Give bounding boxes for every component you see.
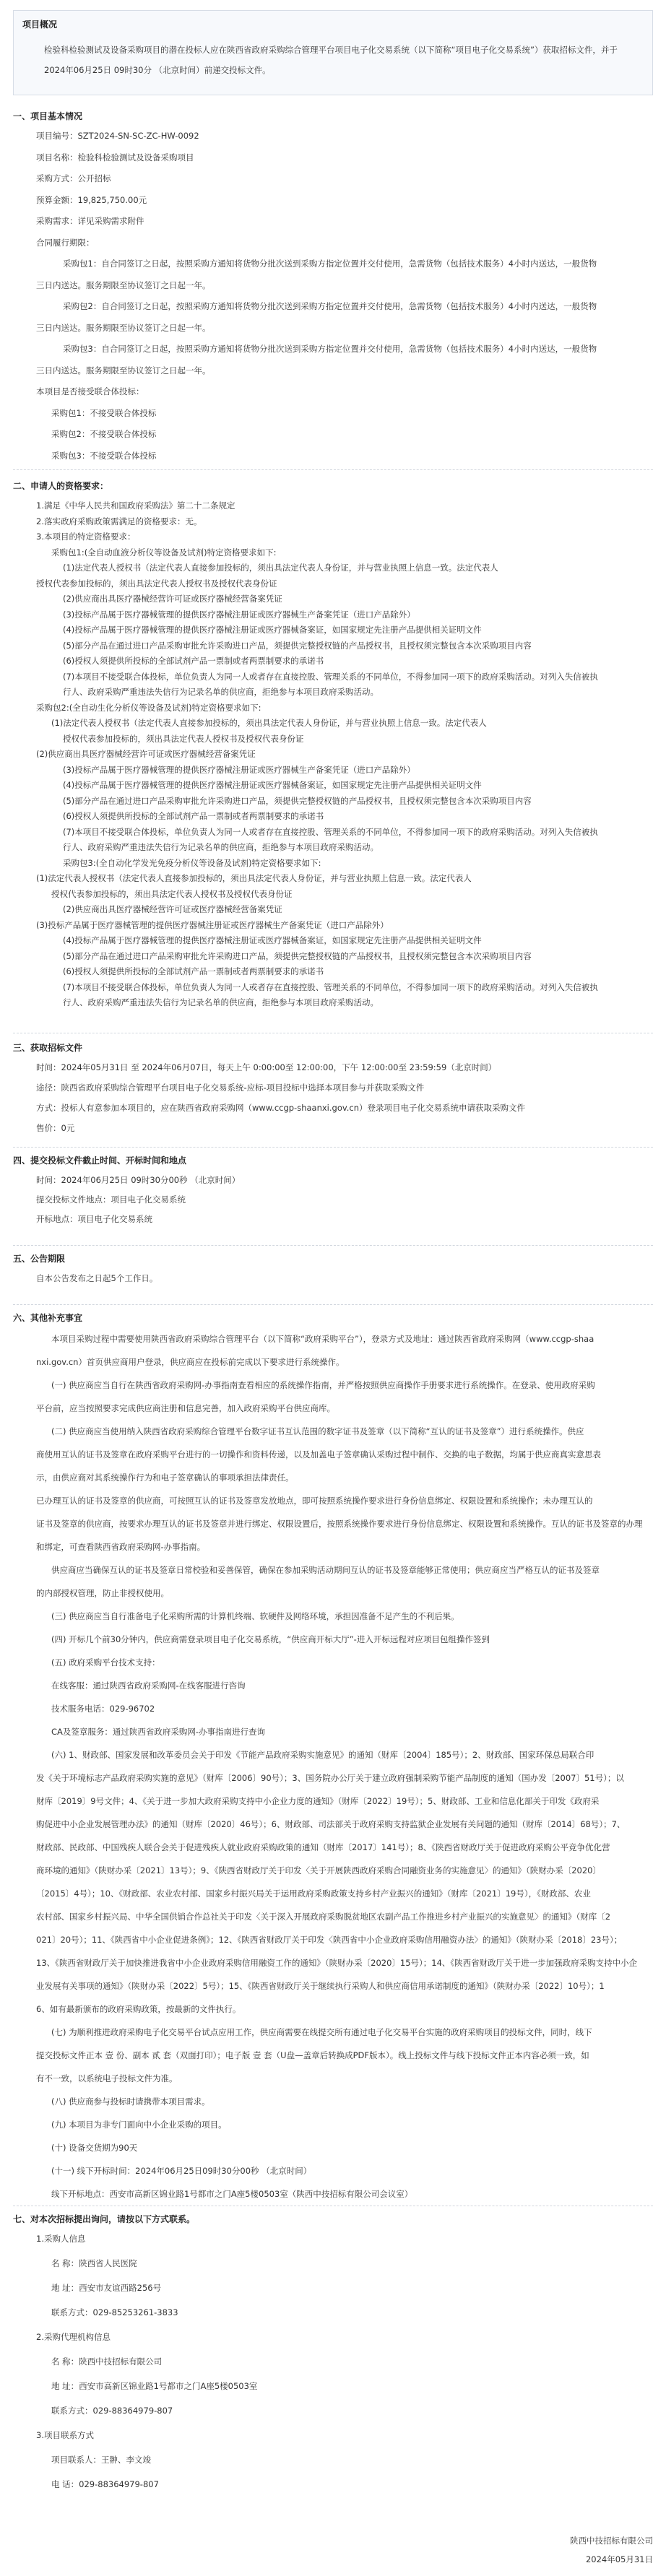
s2-line: 2.落实政府采购政策需满足的资格要求：无。 xyxy=(36,516,202,526)
overview-title: 项目概况 xyxy=(22,19,58,30)
divider xyxy=(13,1147,653,1148)
s2-line: 采购包1:(全自动血液分析仪等设备及试剂)特定资格要求如下: xyxy=(51,547,277,558)
s2-line: 采购包3:(全自动化学发光免疫分析仪等设备及试剂)特定资格要求如下: xyxy=(63,857,321,868)
section-7-heading: 七、对本次招标提出询问，请按以下方式联系。 xyxy=(13,2214,196,2224)
s2-line: (1)法定代表人授权书（法定代表人直接参加投标的，须出具法定代表人身份证，并与营业执照上信息一致。法定代表人 xyxy=(63,563,498,573)
s7-line: 名 称：陕西中技招标有限公司 xyxy=(51,2356,163,2367)
s1-line: 采购包2：不接受联合体投标 xyxy=(51,429,157,439)
section-1-heading: 一、项目基本情况 xyxy=(13,111,83,121)
s2-line: (2)供应商出具医疗器械经营许可证或医疗器械经营备案凭证 xyxy=(63,594,282,604)
s6-line: (十) 设备交货期为90天 xyxy=(51,2143,138,2153)
s6-line: 的内部授权管理，防止非授权使用。 xyxy=(36,1588,169,1598)
s2-line: (7)本项目不接受联合体投标，单位负责人为同一人或者存在直接控股、管理关系的不同单位，不得参加同一项下的政府采购活动。对列入失信被执 xyxy=(63,981,598,992)
s6-line: 业发展有关事项的通知》（陕财办采〔2022〕5号）；15、《陕西省财政厅关于继续执行采购人和供应商信用承诺制度的通知》（陕财办采〔2022〕10号）；1 xyxy=(36,1981,605,1991)
s2-line: (3)投标产品属于医疗器械管理的提供医疗器械注册证或医疗器械生产备案凭证（进口产品除外） xyxy=(63,609,415,620)
s6-line: 线下开标地点：西安市高新区锦业路1号都市之门A座5楼0503室（陕西中技招标有限公司会议室） xyxy=(51,2189,413,2199)
s6-line: (四) 开标几个前30分钟内，供应商需登录项目电子化交易系统，“供应商开标大厅”-进入开标远程对应项目包组操作签到 xyxy=(51,1634,490,1644)
divider xyxy=(13,1304,653,1305)
s2-line: (6)授权人须提供所投标的全部试剂产品一票制或者两票制要求的承诺书 xyxy=(63,811,324,821)
s6-line: 供应商应当确保互认的证书及签章日常校验和妥善保管，确保在参加采购活动期间互认的证书及签章能够正常使用；供应商应当严格互认的证书及签章 xyxy=(51,1565,600,1575)
s6-line: 示，由供应商对其系统操作行为和电子签章确认的事项承担法律责任。 xyxy=(36,1473,294,1483)
s7-line: 联系方式：029-88364979-807 xyxy=(51,2406,173,2416)
s6-line: 商环境的通知》（陕财办采〔2021〕13号）；9、《陕西省财政厅关于印发〈关于开展陕西政府采购合同融资业务的实施意见〉的通知》（陕财办采〔2020〕 xyxy=(36,1865,601,1875)
s6-line: 财政部、民政部、中国残疾人联合会关于促进残疾人就业政府采购政策的通知（财库〔2017〕141号）；8、《陕西省财政厅关于促进政府采购公平竞争优化营 xyxy=(36,1842,610,1852)
s6-line: 技术服务电话：029-96702 xyxy=(51,1704,155,1714)
s2-line: 行人、政府采购严重违法失信行为记录名单的供应商，拒绝参与本项目政府采购活动。 xyxy=(63,842,379,852)
section-4-heading: 四、提交投标文件截止时间、开标时间和地点 xyxy=(13,1155,187,1166)
s2-line: (1)法定代表人授权书（法定代表人直接参加投标的，须出具法定代表人身份证，并与营业执照上信息一致。法定代表人 xyxy=(36,873,472,883)
s6-line: 本项目采购过程中需要使用陕西省政府采购综合管理平台（以下简称“政府采购平台”），登录方式及地址：通过陕西省政府采购网（www.ccgp-shaa xyxy=(51,1334,594,1344)
s1-line: 采购包3：不接受联合体投标 xyxy=(51,450,157,461)
s3-line: 方式：投标人有意参加本项目的，应在陕西省政府采购网（www.ccgp-shaanxi.gov.cn）登录项目电子化交易系统申请获取采购文件 xyxy=(36,1103,526,1113)
s7-line: 地 址：西安市友谊西路256号 xyxy=(51,2283,162,2293)
s2-line: 行人、政府采购严重违法失信行为记录名单的供应商，拒绝参与本项目政府采购活动。 xyxy=(63,997,379,1007)
s2-line: (5)部分产品在通过进口产品采购审批允许采购进口产品，须提供完整授权链的产品授权书，且授权须完整包含本次采购项目内容 xyxy=(63,795,532,806)
overview-text: 检验科检验测试及设备采购项目的潜在投标人应在陕西省政府采购综合管理平台项目电子化交易系统（以下简称“项目电子化交易系统”）获取招标文件，并于 2024年06月25日 09时30分 （北京时间）前递交投标文件。 xyxy=(44,45,618,75)
s2-line: (1)法定代表人授权书（法定代表人直接参加投标的，须出具法定代表人身份证，并与营业执照上信息一致。法定代表人 xyxy=(51,718,487,728)
s6-line: 〔2015〕4号）；10、《财政部、农业农村部、国家乡村振兴局关于运用政府采购政策支持乡村产业振兴的通知》（财库〔2021〕19号），《财政部、农业 xyxy=(36,1888,591,1899)
s2-line: 授权代表参加投标的，须出具法定代表人授权书及授权代表身份证 xyxy=(51,888,293,899)
s7-line: 3.项目联系方式 xyxy=(36,2430,94,2440)
s6-line: 021〕20号）；11、《陕西省中小企业促进条例》；12、《陕西省财政厅关于印发〈陕西省中小企业政府采购信用融资办法〉的通知》（陕财办采〔2018〕23号）； xyxy=(36,1935,623,1945)
s7-line: 电 话：029-88364979-807 xyxy=(51,2479,159,2489)
section-3-heading: 三、获取招标文件 xyxy=(13,1043,83,1053)
divider xyxy=(13,469,653,470)
s6-line: 和绑定，可查看陕西省政府采购网-办事指南。 xyxy=(36,1542,206,1552)
s1-line: 采购包1：自合同签订之日起，按照采购方通知将货物分批次送到采购方指定位置并交付使用，急需货物（包括技术服务）4小时内送达，一般货物 xyxy=(63,259,597,269)
s6-line: (十一) 线下开标时间：2024年06月25日09时30分00秒 （北京时间） xyxy=(51,2166,312,2176)
s6-line: 13、《陕西省财政厅关于加快推进我省中小企业政府采购信用融资工作的通知》（陕财办采〔2020〕15号）；14、《陕西省财政厅关于进一步加强政府采购支持中小企 xyxy=(36,1958,638,1968)
section-5-heading: 五、公告期限 xyxy=(13,1254,66,1264)
s6-line: (三) 供应商应当自行准备电子化采购所需的计算机终端、软硬件及网络环境，承担因准备不足产生的不利后果。 xyxy=(51,1611,459,1621)
s1-line: 三日内送达。服务期限至协议签订之日起一年。 xyxy=(36,279,211,290)
s6-line: 财库〔2019〕9号文件；4、《关于进一步加大政府采购支持中小企业力度的通知》（财库〔2022〕19号）；5、财政部、工业和信息化部关于印发《政府采 xyxy=(36,1796,600,1806)
s3-line: 途径：陕西省政府采购综合管理平台项目电子化交易系统-应标-项目投标中选择本项目参与并获取采购文件 xyxy=(36,1083,425,1093)
s6-line: 证书及签章的供应商，按要求办理互认的证书及签章并进行绑定、权限设置后，按照系统操作要求进行身份信息绑定、权限设置和系统操作。互认的证书及签章的办理 xyxy=(36,1519,643,1529)
s3-line: 时间：2024年05月31日 至 2024年06月07日，每天上午 0:00:00至 12:00:00，下午 12:00:00至 23:59:59（北京时间） xyxy=(36,1062,497,1072)
s3-line: 售价：0元 xyxy=(36,1123,75,1133)
s6-line: (八) 供应商参与投标时请携带本项目需求。 xyxy=(51,2096,210,2107)
s6-line: 平台前，应当按照要求完成供应商注册和信息完善，加入政府采购平台供应商库。 xyxy=(36,1403,335,1413)
s2-line: (7)本项目不接受联合体投标，单位负责人为同一人或者存在直接控股、管理关系的不同单位，不得参加同一项下的政府采购活动。对列入失信被执 xyxy=(63,826,598,837)
s7-line: 1.采购人信息 xyxy=(36,2234,86,2244)
s2-line: (2)供应商出具医疗器械经营许可证或医疗器械经营备案凭证 xyxy=(36,749,256,759)
s2-line: (3)投标产品属于医疗器械管理的提供医疗器械注册证或医疗器械生产备案凭证（进口产品除外） xyxy=(63,764,415,775)
signature-date: 2024年05月31日 xyxy=(585,2554,653,2564)
s4-line: 时间：2024年06月25日 09时30分00秒 （北京时间） xyxy=(36,1175,241,1185)
s2-line: (5)部分产品在通过进口产品采购审批允许采购进口产品，须提供完整授权链的产品授权书，且授权须完整包含本次采购项目内容 xyxy=(63,640,532,651)
s2-line: (2)供应商出具医疗器械经营许可证或医疗器械经营备案凭证 xyxy=(63,904,282,914)
s1-line: 预算金额：19,825,750.00元 xyxy=(36,194,147,205)
s6-line: 在线客服：通过陕西省政府采购网-在线客服进行咨询 xyxy=(51,1681,246,1691)
s5-line: 自本公告发布之日起5个工作日。 xyxy=(36,1273,158,1283)
s4-line: 开标地点：项目电子化交易系统 xyxy=(36,1214,152,1224)
s6-line: 发《关于环境标志产品政府采购实施的意见》（财库〔2006〕90号）；3、国务院办公厅关于建立政府强制采购节能产品制度的通知（国办发〔2007〕51号）；以 xyxy=(36,1773,624,1783)
s2-line: 授权代表参加投标的，须出具法定代表人授权书及授权代表身份证 xyxy=(36,578,277,589)
s6-line: nxi.gov.cn）首页供应商用户登录，供应商应在投标前完成以下要求进行系统操作。 xyxy=(36,1357,345,1367)
divider xyxy=(13,1245,653,1246)
s6-line: 有不一致，以系统电子投标文件为准。 xyxy=(36,2073,178,2083)
s6-line: 商使用互认的证书及签章在政府采购平台进行的一切操作和资料传递，以及加盖电子签章确认采购过程中制作、交换的电子数据，均属于供应商真实意思表 xyxy=(36,1449,601,1460)
s2-line: (6)授权人须提供所投标的全部试剂产品一票制或者两票制要求的承诺书 xyxy=(63,656,324,666)
s1-line: 采购需求：详见采购需求附件 xyxy=(36,216,144,226)
s6-line: (九) 本项目为非专门面向中小企业采购的项目。 xyxy=(51,2120,227,2130)
overview-box xyxy=(13,10,653,95)
s1-line: 采购方式：公开招标 xyxy=(36,173,111,183)
s1-line: 项目名称：检验科检验测试及设备采购项目 xyxy=(36,152,194,162)
s6-line: CA及签章服务：通过陕西省政府采购网-办事指南进行查询 xyxy=(51,1727,266,1737)
s2-line: (4)投标产品属于医疗器械管理的提供医疗器械注册证或医疗器械备案证，如国家规定先注册产品提供相关证明文件 xyxy=(63,625,482,635)
s7-line: 地 址：西安市高新区锦业路1号都市之门A座5楼0503室 xyxy=(51,2381,258,2391)
s6-line: 已办理互认的证书及签章的供应商，可按照互认的证书及签章发放地点，即可按照系统操作要求进行身份信息绑定、权限设置和系统操作；未办理互认的 xyxy=(36,1496,593,1506)
s2-line: 3.本项目的特定资格要求： xyxy=(36,532,136,542)
s1-line: 采购包1：不接受联合体投标 xyxy=(51,407,157,418)
s1-line: 采购包3：自合同签订之日起，按照采购方通知将货物分批次送到采购方指定位置并交付使用，急需货物（包括技术服务）4小时内送达，一般货物 xyxy=(63,344,597,354)
s6-line: 6、如有最新颁布的政府采购政策，按最新的文件执行。 xyxy=(36,2004,241,2014)
s6-line: (二) 供应商应当使用纳入陕西省政府采购综合管理平台数字证书互认范围的数字证书及签章（以下简称“互认的证书及签章”）进行系统操作。供应 xyxy=(51,1426,584,1436)
s7-line: 联系方式：029-85253261-3833 xyxy=(51,2307,178,2317)
s6-line: 提交投标文件正本 壹 份、副本 贰 套（双面打印）；电子版 壹 套（U盘—盖章后转换成PDF版本）。线上投标文件与线下投标文件正本内容必须一致，如 xyxy=(36,2050,589,2060)
s2-line: 行人、政府采购严重违法失信行为记录名单的供应商，拒绝参与本项目政府采购活动。 xyxy=(63,687,379,697)
s6-line: 购促进中小企业发展管理办法》的通知（财库〔2020〕46号）；6、财政部、司法部关于政府采购支持监狱企业发展有关问题的通知（财库〔2014〕68号）；7、 xyxy=(36,1819,626,1829)
s7-line: 2.采购代理机构信息 xyxy=(36,2332,111,2342)
s1-line: 采购包2：自合同签订之日起，按照采购方通知将货物分批次送到采购方指定位置并交付使用，急需货物（包括技术服务）4小时内送达，一般货物 xyxy=(63,301,597,311)
s6-line: (六) 1、财政部、国家发展和改革委员会关于印发《节能产品政府采购实施意见》的通知（财库〔2004〕185号）；2、财政部、国家环保总局联合印 xyxy=(51,1750,594,1760)
s2-line: (4)投标产品属于医疗器械管理的提供医疗器械注册证或医疗器械备案证，如国家规定先注册产品提供相关证明文件 xyxy=(63,780,482,790)
s7-line: 名 称：陕西省人民医院 xyxy=(51,2258,137,2268)
s6-line: (一) 供应商应当自行在陕西省政府采购网-办事指南查看相应的系统操作指南，并严格按照供应商操作手册要求进行系统操作。在登录、使用政府采购 xyxy=(51,1380,595,1390)
s1-line: 项目编号：SZT2024-SN-SC-ZC-HW-0092 xyxy=(36,131,199,141)
signature-org: 陕西中技招标有限公司 xyxy=(570,2536,653,2546)
section-6-heading: 六、其他补充事宜 xyxy=(13,1313,83,1323)
s1-line: 三日内送达。服务期限至协议签订之日起一年。 xyxy=(36,322,211,333)
s2-line: (4)投标产品属于医疗器械管理的提供医疗器械注册证或医疗器械备案证，如国家规定先注册产品提供相关证明文件 xyxy=(63,935,482,945)
s4-line: 提交投标文件地点：项目电子化交易系统 xyxy=(36,1194,186,1205)
s1-line: 合同履行期限： xyxy=(36,237,95,248)
s6-line: (七) 为顺利推进政府采购电子化交易平台试点应用工作，供应商需要在线提交所有通过电子化交易平台实施的政府采购项目的投标文件，同时，线下 xyxy=(51,2027,592,2037)
s2-line: (6)授权人须提供所投标的全部试剂产品一票制或者两票制要求的承诺书 xyxy=(63,966,324,976)
s2-line: (7)本项目不接受联合体投标，单位负责人为同一人或者存在直接控股、管理关系的不同单位，不得参加同一项下的政府采购活动。对列入失信被执 xyxy=(63,671,598,682)
s2-line: (3)投标产品属于医疗器械管理的提供医疗器械注册证或医疗器械生产备案凭证（进口产品除外） xyxy=(36,919,389,930)
s6-line: 农村部、国家乡村振兴局、中华全国供销合作总社关于印发〈关于深入开展政府采购脱贫地区农副产品工作推进乡村产业振兴的实施意见〉的通知》（财库〔2 xyxy=(36,1912,611,1922)
s1-line: 本项目是否接受联合体投标： xyxy=(36,386,144,396)
s7-line: 项目联系人：王翀、李文竣 xyxy=(51,2455,151,2465)
s2-line: 采购包2:(全自动生化分析仪等设备及试剂)特定资格要求如下: xyxy=(36,702,261,713)
s1-line: 三日内送达。服务期限至协议签订之日起一年。 xyxy=(36,365,211,376)
s6-line: (五) 政府采购平台技术支持： xyxy=(51,1657,160,1668)
s2-line: (5)部分产品在通过进口产品采购审批允许采购进口产品，须提供完整授权链的产品授权书，且授权须完整包含本次采购项目内容 xyxy=(63,950,532,961)
section-2-heading: 二、申请人的资格要求： xyxy=(13,481,109,491)
s2-line: 授权代表参加投标的，须出具法定代表人授权书及授权代表身份证 xyxy=(63,733,304,744)
s2-line: 1.满足《中华人民共和国政府采购法》第二十二条规定 xyxy=(36,500,235,511)
